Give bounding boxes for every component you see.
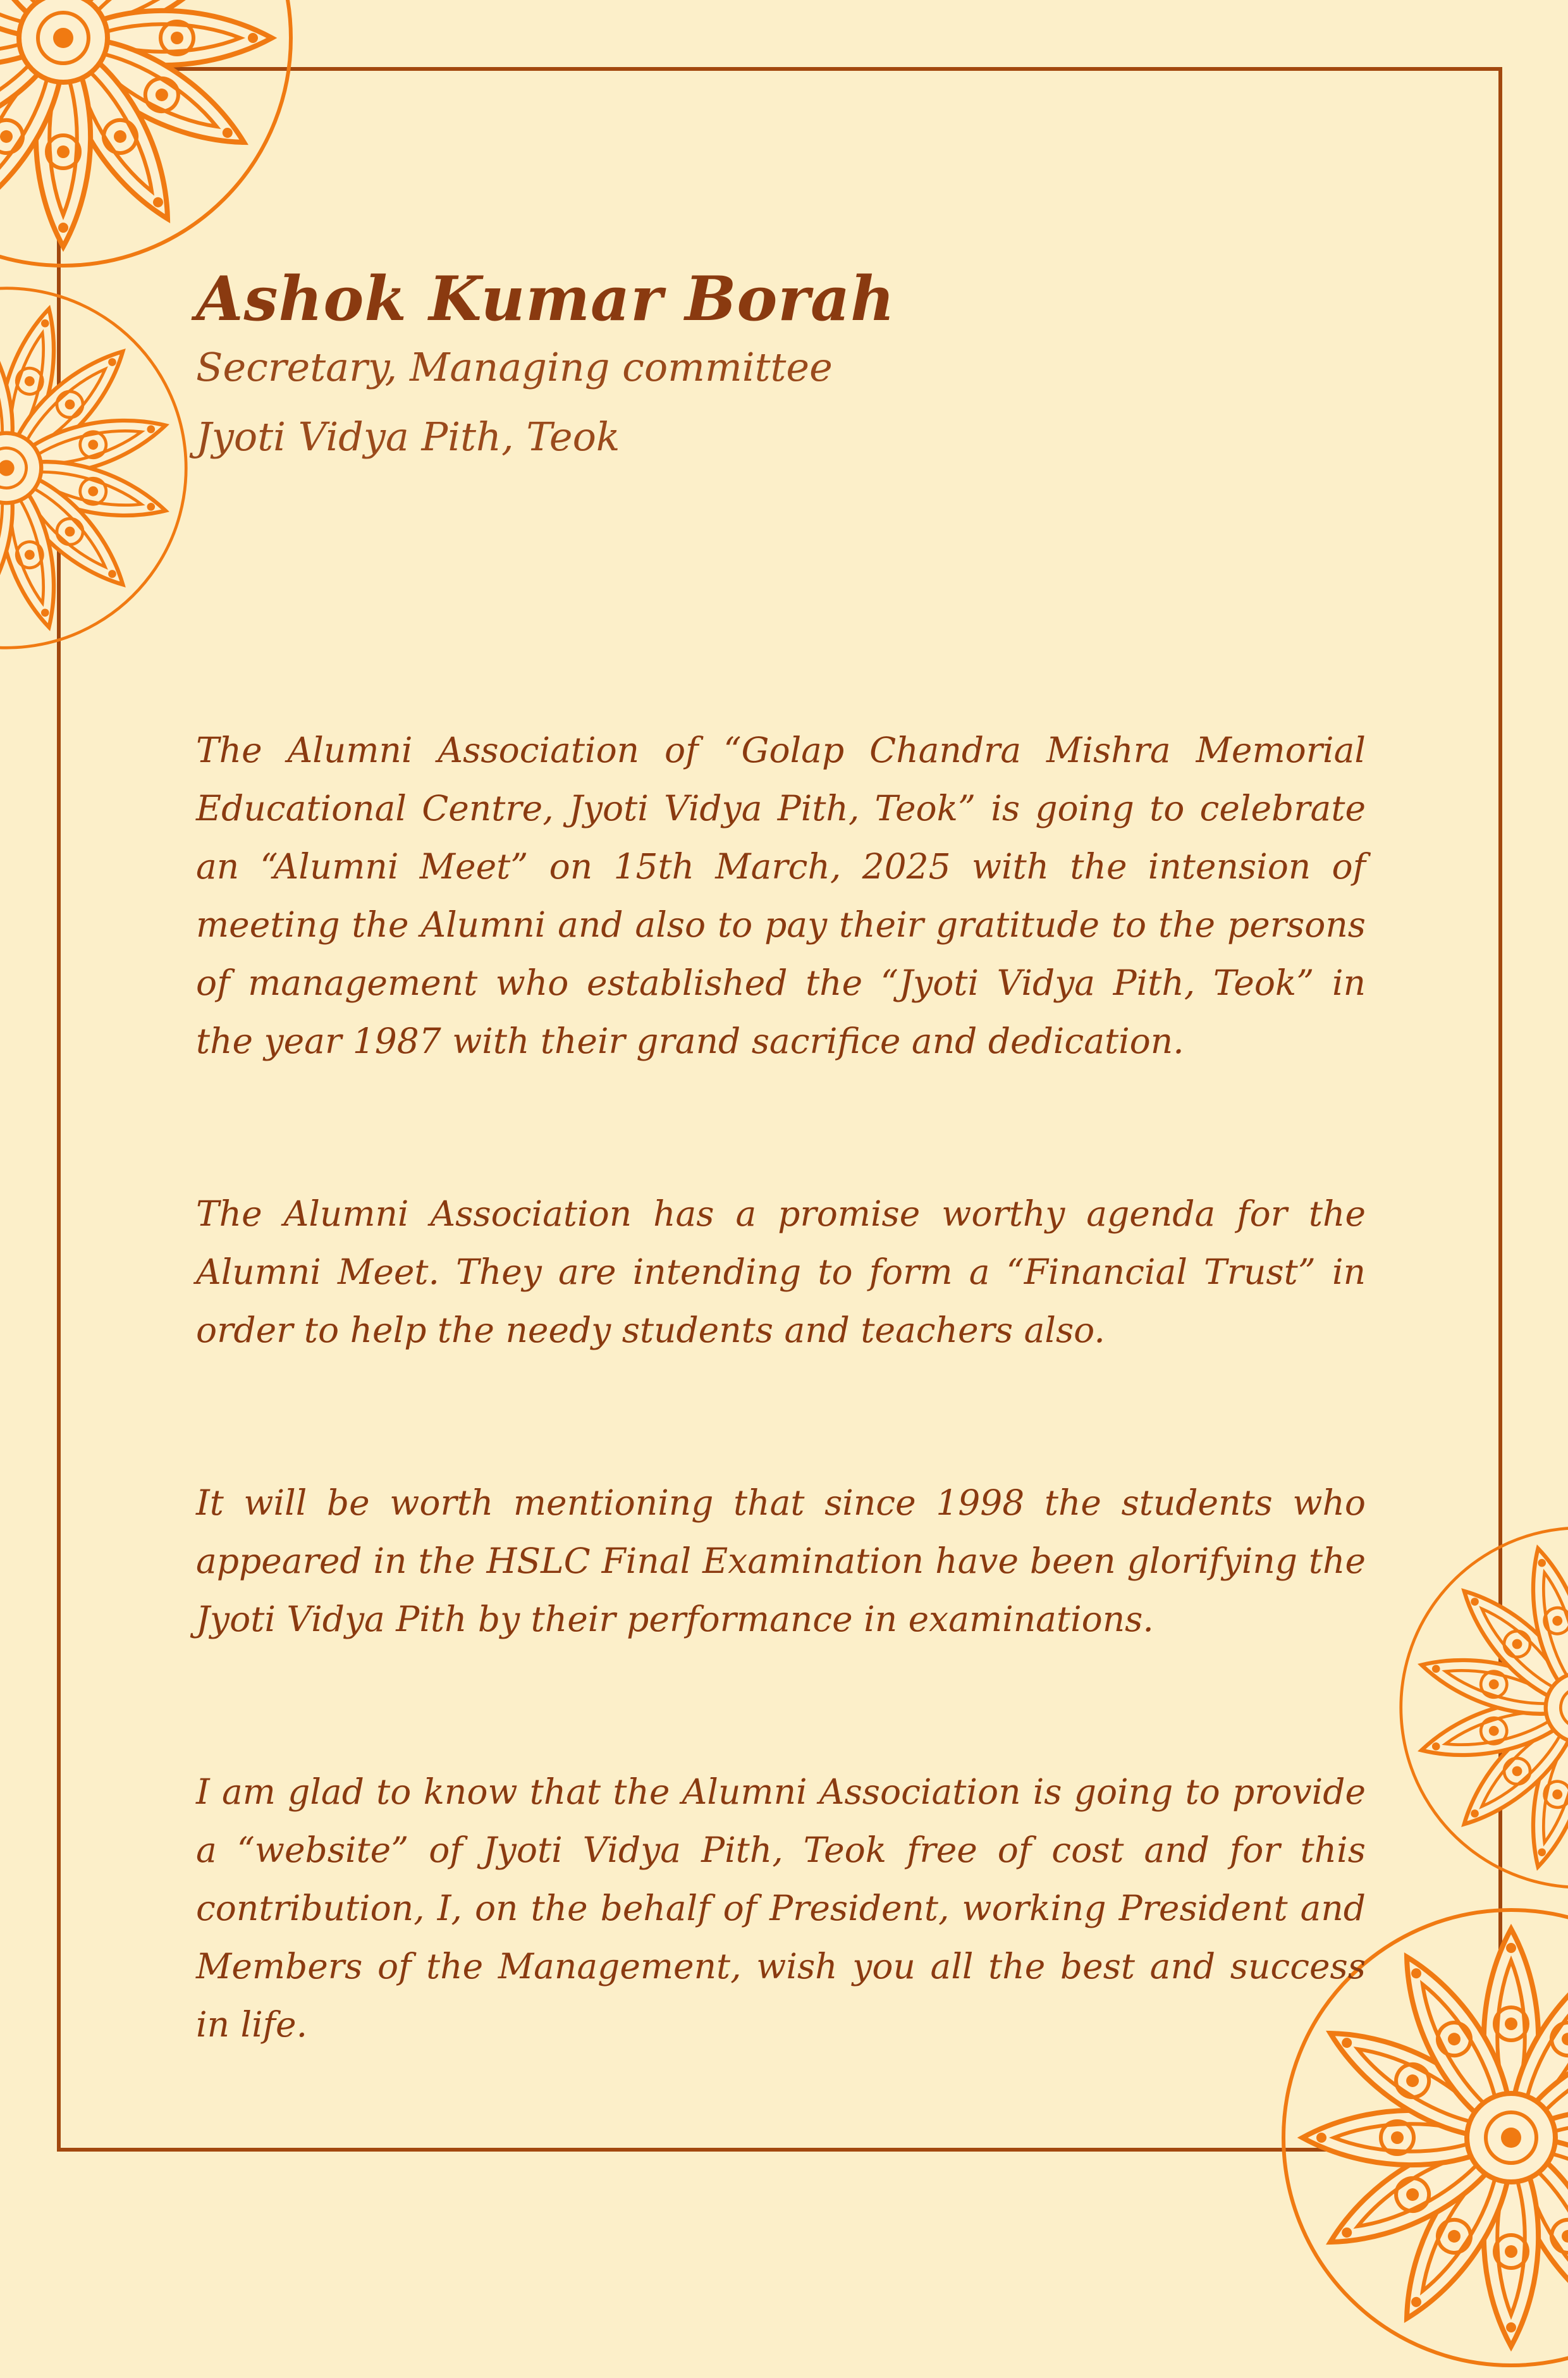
letter-paragraph: The Alumni Association has a promise worthy agenda for the Alumni Meet. They are intending to form a “Financial Trust” in order to help the needy students and teachers also. — [196, 1193, 1366, 1350]
sender-name: Ashok Kumar Borah — [196, 263, 895, 335]
sender-organization: Jyoti Vidya Pith, Teok — [196, 413, 620, 460]
letter-body — [196, 721, 1366, 2054]
letter-paragraph: I am glad to know that the Alumni Association is going to provide a “website” of Jyoti Vidya Pith, Teok free of cost and for this contribution, I, on the behalf of President, working President and Members of the Management, wish you all the best and success in life. — [196, 1771, 1366, 2045]
letter-paragraph: The Alumni Association of “Golap Chandra Mishra Memorial Educational Centre, Jyoti Vidya Pith, Teok” is going to celebrate an “Alumni Meet” on 15th March, 2025 with the intension of meeting the Alumni and also to pay their gratitude to the persons of management who established the “Jyoti Vidya Pith, Teok” in the year 1987 with their grand sacrifice and dedication. — [196, 730, 1366, 1061]
letter-paragraph: It will be worth mentioning that since 1998 the students who appeared in the HSLC Final Examination have been glorifying the Jyoti Vidya Pith by their performance in examinations. — [196, 1482, 1366, 1639]
mandala-flower-icon — [0, 0, 303, 278]
mandala-flower-icon — [1391, 1518, 1568, 1897]
sender-title: Secretary, Managing committee — [196, 343, 833, 390]
mandala-flower-icon — [0, 278, 196, 658]
letter-header — [196, 263, 1081, 472]
